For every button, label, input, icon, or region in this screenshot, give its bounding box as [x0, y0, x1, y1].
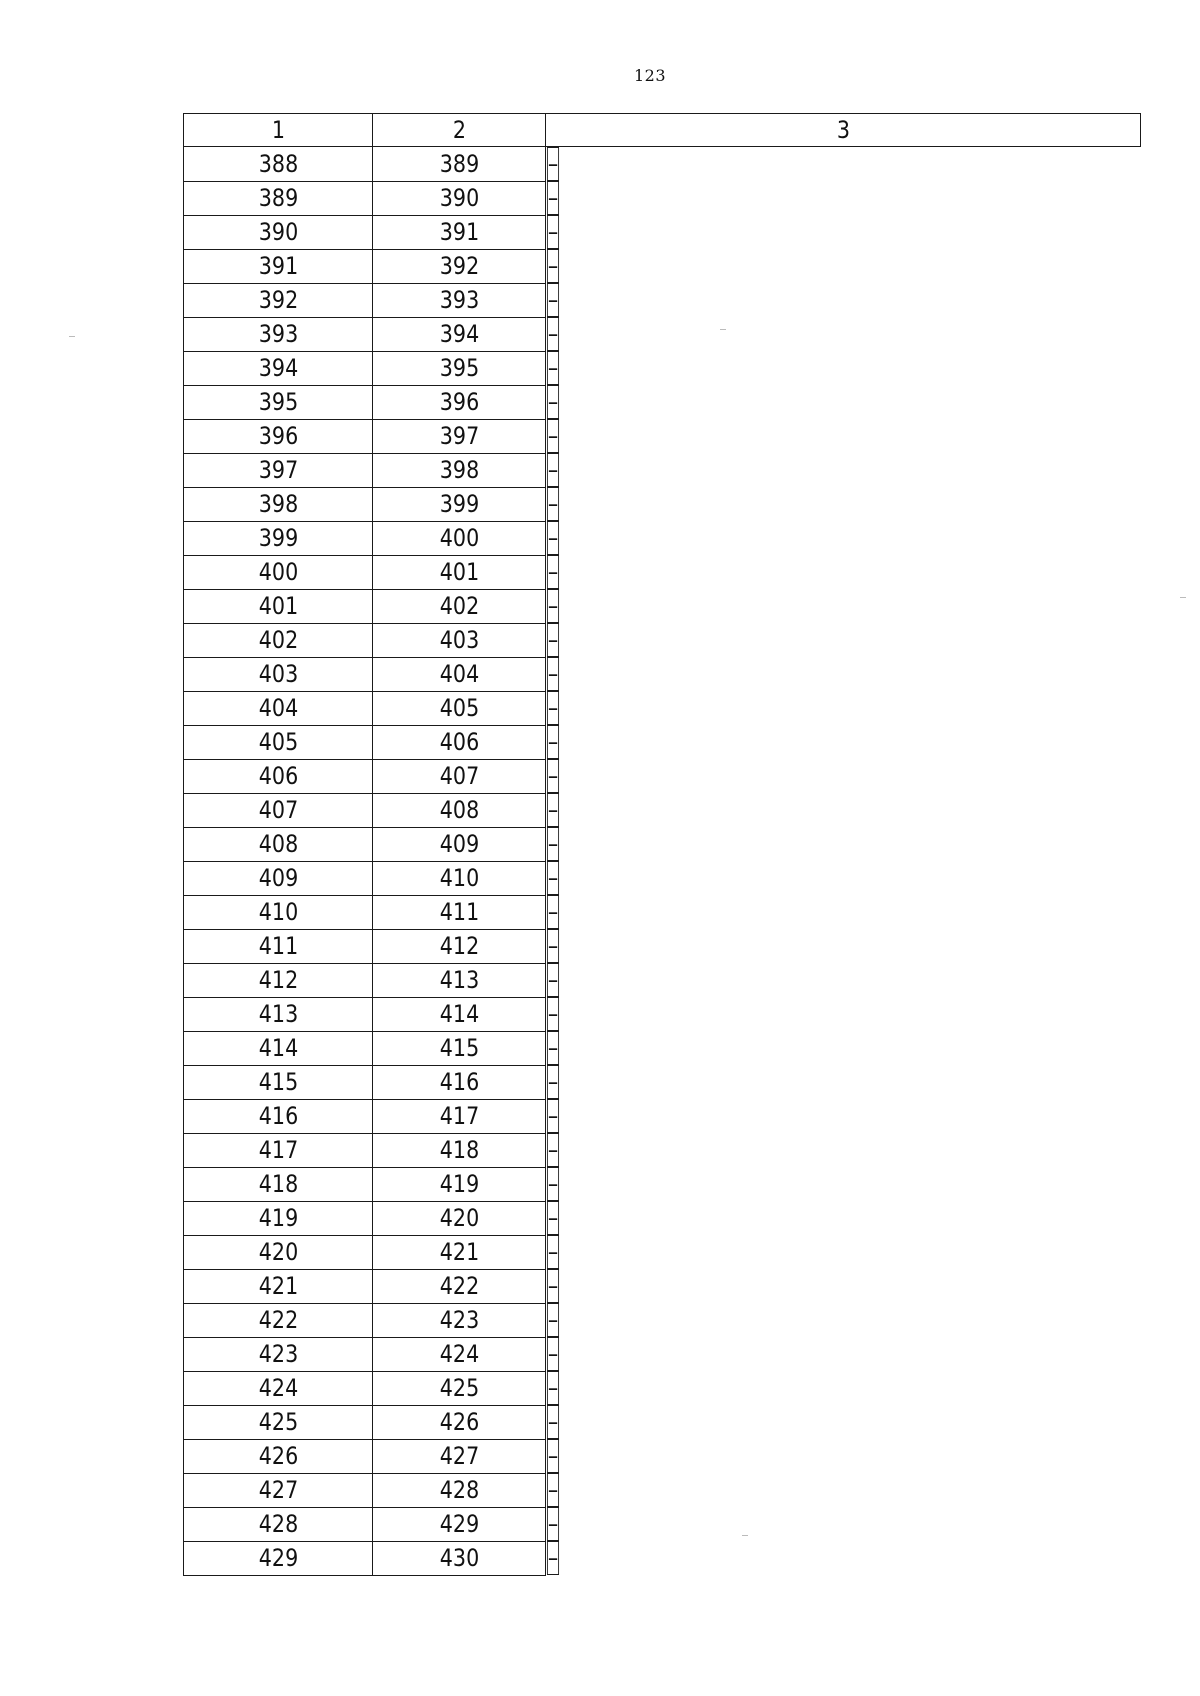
cell-col-2: 410	[385, 861, 534, 895]
cell-col-3: –	[547, 725, 559, 759]
table-row	[184, 1337, 1141, 1371]
table-row	[184, 827, 1141, 861]
cell-col-1: 400	[197, 555, 360, 589]
header-cell-2: 2	[385, 114, 534, 147]
cell-col-2: 407	[385, 759, 534, 793]
table-row	[184, 1201, 1141, 1235]
table-row	[184, 453, 1141, 487]
table-container	[183, 113, 1141, 1576]
cell-col-3: –	[547, 1371, 559, 1405]
table-row	[184, 521, 1141, 555]
table-row	[184, 1473, 1141, 1507]
cell-col-3: –	[547, 793, 559, 827]
cell-col-2: 389	[385, 147, 534, 182]
table-row	[184, 1269, 1141, 1303]
cell-col-3: –	[547, 215, 559, 249]
cell-col-3: –	[547, 385, 559, 419]
cell-col-3: –	[547, 419, 559, 453]
cell-col-2: 408	[385, 793, 534, 827]
cell-col-1: 418	[197, 1167, 360, 1201]
cell-col-1: 408	[197, 827, 360, 861]
cell-col-2: 414	[385, 997, 534, 1031]
table-row	[184, 1303, 1141, 1337]
cell-col-2: 430	[385, 1541, 534, 1575]
table-row	[184, 1031, 1141, 1065]
table-row	[184, 283, 1141, 317]
cell-col-2: 393	[385, 283, 534, 317]
table-body	[184, 114, 1141, 1576]
table-row	[184, 1133, 1141, 1167]
cell-col-3: –	[547, 147, 559, 181]
cell-col-2: 421	[385, 1235, 534, 1269]
scan-speck	[720, 329, 726, 330]
cell-col-2: 402	[385, 589, 534, 623]
cell-col-2: 420	[385, 1201, 534, 1235]
cell-col-1: 395	[197, 385, 360, 419]
cell-col-1: 414	[197, 1031, 360, 1065]
cell-col-3: –	[547, 1167, 559, 1201]
table-row	[184, 929, 1141, 963]
table-row	[184, 1065, 1141, 1099]
cell-col-2: 409	[385, 827, 534, 861]
table-row	[184, 385, 1141, 419]
cell-col-1: 388	[197, 147, 360, 182]
cell-col-2: 394	[385, 317, 534, 351]
cell-col-2: 412	[385, 929, 534, 963]
cell-col-3: –	[547, 861, 559, 895]
cell-col-2: 425	[385, 1371, 534, 1405]
cell-col-1: 404	[197, 691, 360, 725]
cell-col-1: 391	[197, 249, 360, 283]
cell-col-2: 429	[385, 1507, 534, 1541]
cell-col-2: 399	[385, 487, 534, 521]
cell-col-1: 410	[197, 895, 360, 929]
cell-col-1: 393	[197, 317, 360, 351]
cell-col-1: 425	[197, 1405, 360, 1439]
table-header-row	[184, 114, 1141, 147]
table-row	[184, 895, 1141, 929]
cell-col-2: 391	[385, 215, 534, 249]
data-table	[183, 113, 1141, 1576]
cell-col-2: 428	[385, 1473, 534, 1507]
cell-col-3: –	[547, 827, 559, 861]
cell-col-1: 397	[197, 453, 360, 487]
cell-col-2: 405	[385, 691, 534, 725]
cell-col-2: 396	[385, 385, 534, 419]
cell-col-1: 421	[197, 1269, 360, 1303]
table-row	[184, 725, 1141, 759]
cell-col-2: 413	[385, 963, 534, 997]
table-row	[184, 997, 1141, 1031]
cell-col-1: 416	[197, 1099, 360, 1133]
cell-col-1: 394	[197, 351, 360, 385]
cell-col-1: 401	[197, 589, 360, 623]
cell-col-1: 426	[197, 1439, 360, 1473]
cell-col-3: –	[547, 759, 559, 793]
cell-col-1: 403	[197, 657, 360, 691]
table-row	[184, 181, 1141, 215]
table-row	[184, 487, 1141, 521]
cell-col-3: –	[547, 1303, 559, 1337]
table-row	[184, 1371, 1141, 1405]
cell-col-1: 406	[197, 759, 360, 793]
cell-col-2: 400	[385, 521, 534, 555]
table-row	[184, 317, 1141, 351]
cell-col-2: 422	[385, 1269, 534, 1303]
table-row	[184, 1541, 1141, 1575]
cell-col-3: –	[547, 181, 559, 215]
cell-col-2: 418	[385, 1133, 534, 1167]
cell-col-3: –	[547, 1201, 559, 1235]
cell-col-3: –	[547, 453, 559, 487]
cell-col-1: 419	[197, 1201, 360, 1235]
table-row	[184, 589, 1141, 623]
scan-speck	[1180, 597, 1186, 598]
cell-col-3: –	[547, 1235, 559, 1269]
cell-col-1: 409	[197, 861, 360, 895]
cell-col-1: 413	[197, 997, 360, 1031]
cell-col-1: 405	[197, 725, 360, 759]
table-row	[184, 759, 1141, 793]
cell-col-1: 422	[197, 1303, 360, 1337]
cell-col-3: –	[547, 521, 559, 555]
cell-col-2: 411	[385, 895, 534, 929]
table-row	[184, 249, 1141, 283]
table-row	[184, 555, 1141, 589]
scan-speck	[69, 336, 75, 337]
cell-col-3: –	[547, 1099, 559, 1133]
cell-col-1: 424	[197, 1371, 360, 1405]
cell-col-3: –	[547, 1133, 559, 1167]
cell-col-3: –	[547, 589, 559, 623]
table-row	[184, 861, 1141, 895]
cell-col-1: 399	[197, 521, 360, 555]
cell-col-1: 417	[197, 1133, 360, 1167]
table-row	[184, 1507, 1141, 1541]
cell-col-3: –	[547, 1031, 559, 1065]
cell-col-3: –	[547, 623, 559, 657]
table-row	[184, 419, 1141, 453]
cell-col-2: 415	[385, 1031, 534, 1065]
cell-col-3: –	[547, 283, 559, 317]
cell-col-2: 416	[385, 1065, 534, 1099]
table-row	[184, 147, 1141, 182]
cell-col-1: 392	[197, 283, 360, 317]
table-row	[184, 1099, 1141, 1133]
cell-col-2: 426	[385, 1405, 534, 1439]
cell-col-3: –	[547, 1269, 559, 1303]
table-row	[184, 623, 1141, 657]
cell-col-3: –	[547, 895, 559, 929]
cell-col-3: –	[547, 1473, 559, 1507]
cell-col-2: 403	[385, 623, 534, 657]
cell-col-3: –	[547, 929, 559, 963]
table-row	[184, 1405, 1141, 1439]
cell-col-2: 401	[385, 555, 534, 589]
table-row	[184, 1167, 1141, 1201]
table-row	[184, 1439, 1141, 1473]
cell-col-1: 389	[197, 181, 360, 215]
header-cell-3: 3	[587, 114, 1099, 147]
cell-col-3: –	[547, 555, 559, 589]
cell-col-1: 428	[197, 1507, 360, 1541]
cell-col-3: –	[547, 963, 559, 997]
cell-col-2: 390	[385, 181, 534, 215]
table-row	[184, 215, 1141, 249]
cell-col-2: 398	[385, 453, 534, 487]
cell-col-1: 398	[197, 487, 360, 521]
cell-col-3: –	[547, 657, 559, 691]
cell-col-2: 392	[385, 249, 534, 283]
cell-col-1: 427	[197, 1473, 360, 1507]
cell-col-1: 411	[197, 929, 360, 963]
cell-col-1: 396	[197, 419, 360, 453]
cell-col-3: –	[547, 997, 559, 1031]
cell-col-3: –	[547, 487, 559, 521]
cell-col-2: 419	[385, 1167, 534, 1201]
cell-col-3: –	[547, 1337, 559, 1371]
cell-col-3: –	[547, 317, 559, 351]
table-row	[184, 691, 1141, 725]
cell-col-1: 415	[197, 1065, 360, 1099]
cell-col-1: 423	[197, 1337, 360, 1371]
cell-col-2: 423	[385, 1303, 534, 1337]
table-row	[184, 963, 1141, 997]
cell-col-3: –	[547, 691, 559, 725]
table-row	[184, 657, 1141, 691]
cell-col-2: 404	[385, 657, 534, 691]
table-row	[184, 351, 1141, 385]
header-cell-1: 1	[197, 114, 360, 147]
cell-col-1: 429	[197, 1541, 360, 1575]
cell-col-2: 427	[385, 1439, 534, 1473]
table-row	[184, 1235, 1141, 1269]
cell-col-3: –	[547, 351, 559, 385]
page-number: 123	[633, 66, 667, 85]
cell-col-1: 402	[197, 623, 360, 657]
cell-col-1: 390	[197, 215, 360, 249]
cell-col-3: –	[547, 249, 559, 283]
cell-col-2: 406	[385, 725, 534, 759]
cell-col-3: –	[547, 1507, 559, 1541]
cell-col-2: 397	[385, 419, 534, 453]
cell-col-3: –	[547, 1541, 559, 1575]
cell-col-3: –	[547, 1405, 559, 1439]
cell-col-2: 417	[385, 1099, 534, 1133]
scan-speck	[742, 1535, 748, 1536]
cell-col-1: 412	[197, 963, 360, 997]
cell-col-2: 424	[385, 1337, 534, 1371]
cell-col-3: –	[547, 1439, 559, 1473]
cell-col-1: 420	[197, 1235, 360, 1269]
cell-col-2: 395	[385, 351, 534, 385]
cell-col-3: –	[547, 1065, 559, 1099]
cell-col-1: 407	[197, 793, 360, 827]
table-row	[184, 793, 1141, 827]
